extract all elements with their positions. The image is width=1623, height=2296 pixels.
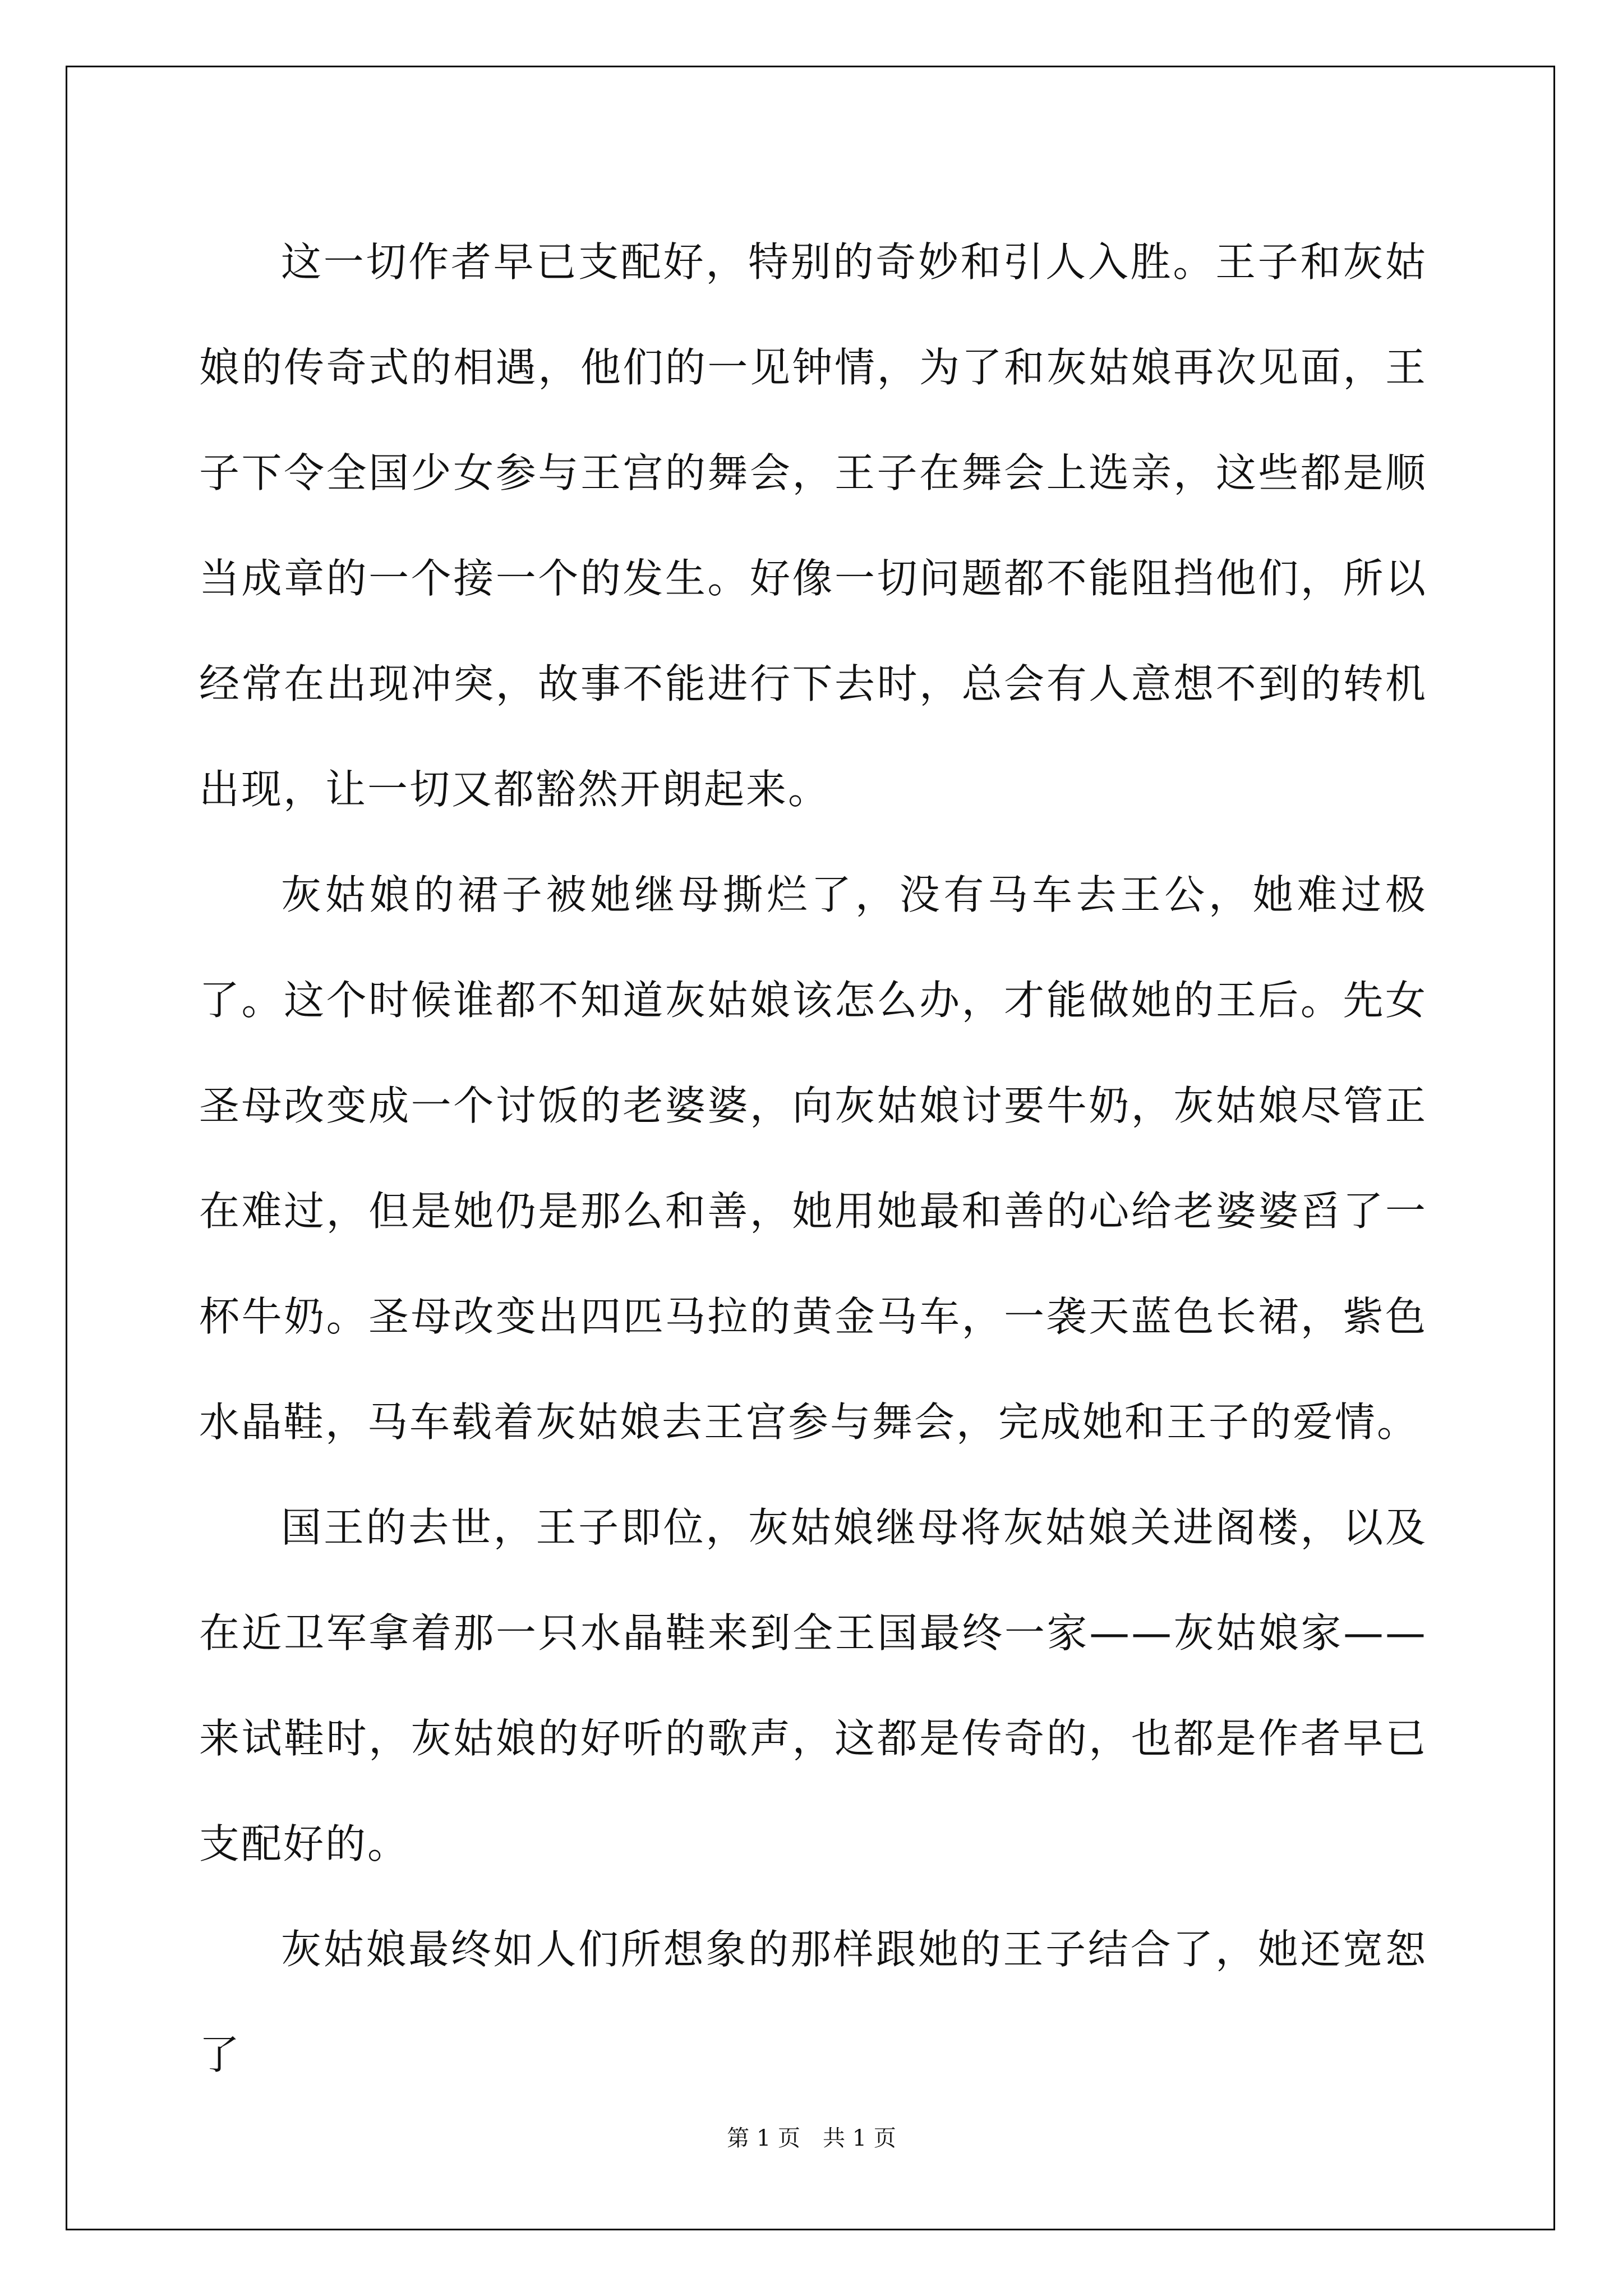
page-number: 第 1 页 共 1 页 [727, 2125, 896, 2151]
document-body [199, 209, 1427, 2108]
paragraph: 灰姑娘最终如人们所想象的那样跟她的王子结合了，她还宽恕了 [199, 1926, 1427, 2078]
page-footer [0, 2120, 1623, 2152]
paragraph: 这一切作者早已支配好，特别的奇妙和引人入胜。王子和灰姑娘的传奇式的相遇，他们的一见钟情，为了和灰姑娘再次见面，王子下令全国少女参与王宫的舞会，王子在舞会上选亲，这些都是顺当成章的一个接一个的发生。好像一切问题都不能阻挡他们，所以经常在出现冲突，故事不能进行下去时，总会有人意想不到的转机出现，让一切又都豁然开朗起来。 [199, 238, 1427, 813]
paragraph: 国王的去世，王子即位，灰姑娘继母将灰姑娘关进阁楼，以及在近卫军拿着那一只水晶鞋来到全王国最终一家——灰姑娘家——来试鞋时，灰姑娘的好听的歌声，这都是传奇的，也都是作者早已支配好的。 [199, 1504, 1427, 1867]
paragraph: 灰姑娘的裙子被她继母撕烂了，没有马车去王公，她难过极了。这个时候谁都不知道灰姑娘该怎么办，才能做她的王后。先女圣母改变成一个讨饭的老婆婆，向灰姑娘讨要牛奶，灰姑娘尽管正在难过，但是她仍是那么和善，她用她最和善的心给老婆婆舀了一杯牛奶。圣母改变出四匹马拉的黄金马车，一袭天蓝色长裙，紫色水晶鞋，马车载着灰姑娘去王宫参与舞会，完成她和王子的爱情。 [199, 871, 1427, 1446]
